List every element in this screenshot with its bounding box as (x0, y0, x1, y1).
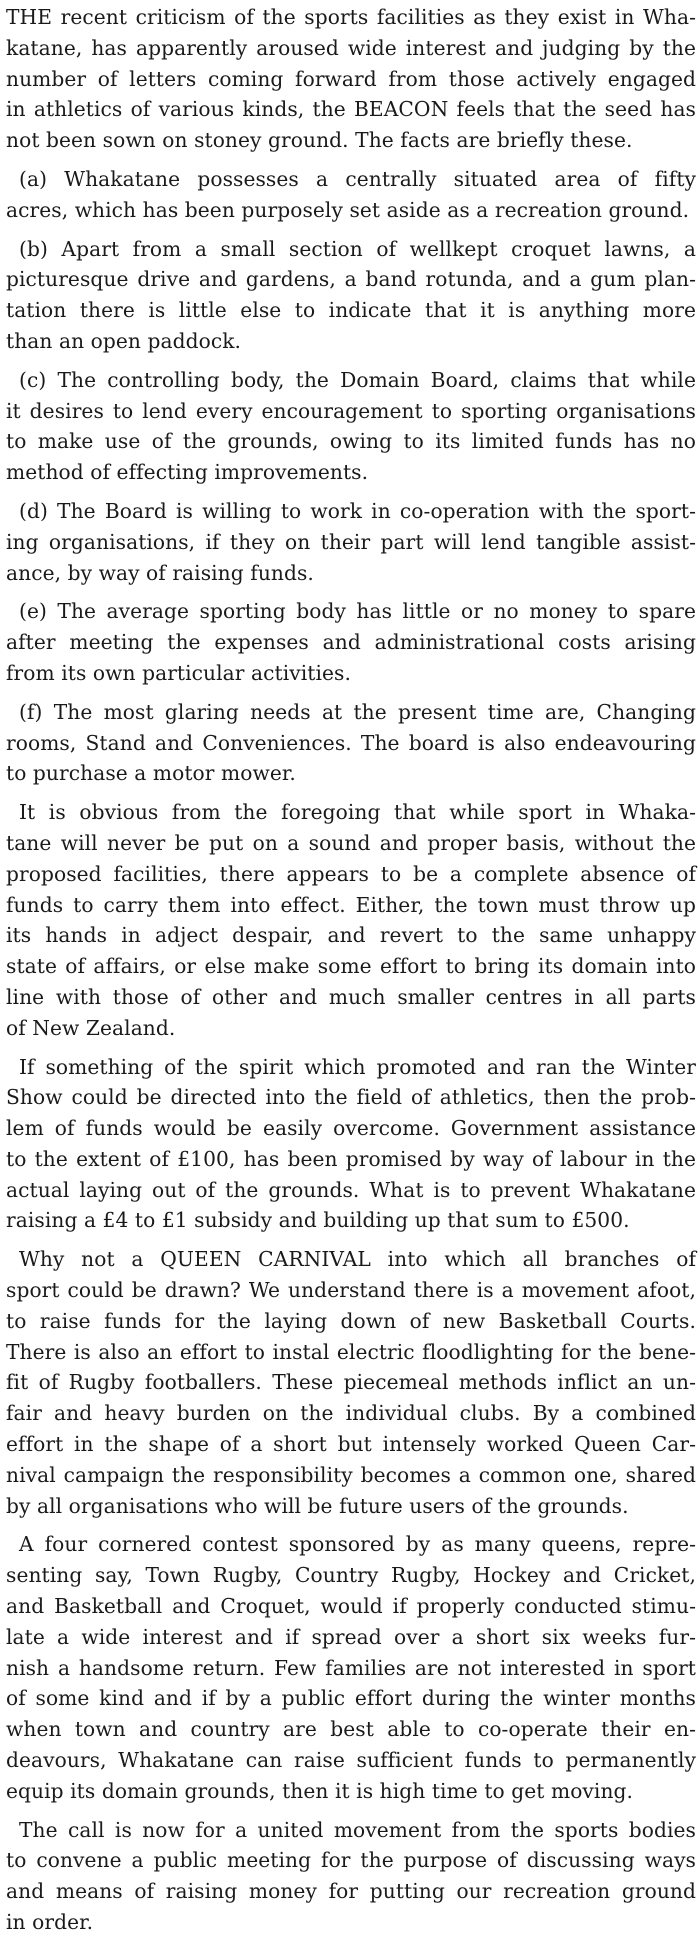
text-line: ance, by way of raising funds. (6, 560, 314, 585)
article-paragraph (6, 1815, 696, 1938)
text-line: effort in the shape of a short but intensely worked Queen Car- (6, 1432, 696, 1457)
text-line: sport could be drawn? We understand there is a movement afoot, (6, 1278, 696, 1303)
text-line: its hands in adject despair, and revert to the same unhappy (6, 923, 696, 948)
article-paragraph (6, 596, 696, 688)
article-paragraph (6, 1529, 696, 1806)
text-line: It is obvious from the foregoing that while sport in Whaka- (19, 800, 696, 825)
text-line: when town and country are best able to co-operate their en- (6, 1717, 696, 1742)
text-line: equip its domain grounds, then it is high time to get moving. (6, 1778, 634, 1803)
text-line: (e) The average sporting body has little or no money to spare (19, 599, 696, 624)
text-line: in athletics of various kinds, the BEACON feels that the seed has (6, 97, 696, 122)
text-line: (d) The Board is willing to work in co-operation with the sport- (19, 498, 696, 523)
article-paragraph (6, 164, 696, 226)
text-line: and Basketball and Croquet, would if properly conducted stimu- (6, 1594, 696, 1619)
text-line: (b) Apart from a small section of wellkept croquet lawns, a (19, 236, 696, 261)
text-line: picturesque drive and gardens, a band rotunda, and a gum plan- (6, 267, 696, 292)
article-paragraph (6, 365, 696, 488)
text-line: than an open paddock. (6, 328, 242, 353)
text-line: state of affairs, or else make some effort to bring its domain into (6, 954, 696, 979)
text-line: A four cornered contest sponsored by as many queens, repre- (19, 1532, 696, 1557)
article-paragraph (6, 1052, 696, 1237)
text-line: fit of Rugby footballers. These piecemeal methods inflict an un- (6, 1370, 696, 1395)
article-paragraph (6, 234, 696, 357)
text-line: fair and heavy burden on the individual clubs. By a combined (6, 1401, 696, 1426)
text-line: to raise funds for the laying down of new Basketball Courts. (6, 1308, 696, 1333)
text-line: not been sown on stoney ground. The facts are briefly these. (6, 128, 633, 153)
article-paragraph (6, 1244, 696, 1521)
text-line: after meeting the expenses and administrational costs arising (6, 630, 696, 655)
text-line: to the extent of £100, has been promised by way of labour in the (6, 1146, 696, 1171)
text-line: funds to carry them into effect. Either, the town must throw up (6, 892, 696, 917)
text-line: line with those of other and much smaller centres in all parts (6, 984, 696, 1009)
text-line: deavours, Whakatane can raise sufficient funds to permanently (6, 1748, 696, 1773)
text-line: Show could be directed into the field of athletics, then the prob- (6, 1085, 696, 1110)
text-line: acres, which has been purposely set aside as a recreation ground. (6, 197, 690, 222)
text-line: raising a £4 to £1 subsidy and building up that sum to £500. (6, 1208, 630, 1233)
text-line: The call is now for a united movement from the sports bodies (19, 1817, 696, 1842)
text-line: number of letters coming forward from those actively engaged (6, 66, 696, 91)
text-line: ing organisations, if they on their part will lend tangible assist- (6, 529, 696, 554)
text-line: actual laying out of the grounds. What is to prevent Whakatane (6, 1177, 696, 1202)
text-line: it desires to lend every encouragement to sporting organisations (6, 398, 696, 423)
text-line: There is also an effort to instal electric floodlighting for the bene- (6, 1339, 696, 1364)
text-line: to convene a public meeting for the purpose of discussing ways (6, 1848, 696, 1873)
text-line: (c) The controlling body, the Domain Board, claims that while (19, 367, 696, 392)
text-line: from its own particular activities. (6, 660, 351, 685)
text-line: by all organisations who will be future users of the grounds. (6, 1493, 629, 1518)
text-line: nish a handsome return. Few families are not interested in sport (6, 1655, 696, 1680)
text-line: THE recent criticism of the sports facilities as they exist in Wha- (6, 5, 696, 29)
text-line: of some kind and if by a public effort during the winter months (6, 1686, 696, 1711)
article-paragraph (6, 2, 696, 156)
article-paragraph (6, 697, 696, 789)
text-line: katane, has apparently aroused wide interest and judging by the (6, 35, 696, 60)
text-line: lem of funds would be easily overcome. Government assistance (6, 1116, 696, 1141)
text-line: method of effecting improvements. (6, 460, 369, 485)
article-paragraph (6, 496, 696, 588)
text-line: late a wide interest and if spread over a short six weeks fur- (6, 1624, 696, 1649)
text-line: Why not a QUEEN CARNIVAL into which all branches of (19, 1247, 696, 1272)
text-line: tation there is little else to indicate that it is anything more (6, 298, 696, 323)
article-paragraph (6, 797, 696, 1043)
text-line: of New Zealand. (6, 1015, 176, 1040)
newspaper-article (6, 2, 696, 1946)
text-line: (f) The most glaring needs at the present time are, Changing (19, 699, 696, 724)
text-line: rooms, Stand and Conveniences. The board is also endeavouring (6, 730, 696, 755)
text-line: to purchase a motor mower. (6, 761, 296, 786)
text-line: senting say, Town Rugby, Country Rugby, Hockey and Cricket, (6, 1563, 696, 1588)
text-line: to make use of the grounds, owing to its limited funds has no (6, 429, 696, 454)
text-line: in order. (6, 1910, 94, 1935)
text-line: (a) Whakatane possesses a centrally situated area of fifty (19, 166, 696, 191)
text-line: nival campaign the responsibility becomes a common one, shared (6, 1462, 696, 1487)
text-line: and means of raising money for putting our recreation ground (6, 1879, 696, 1904)
text-line: tane will never be put on a sound and proper basis, without the (6, 830, 696, 855)
text-line: If something of the spirit which promoted and ran the Winter (19, 1054, 696, 1079)
text-line: proposed facilities, there appears to be a complete absence of (6, 861, 696, 886)
